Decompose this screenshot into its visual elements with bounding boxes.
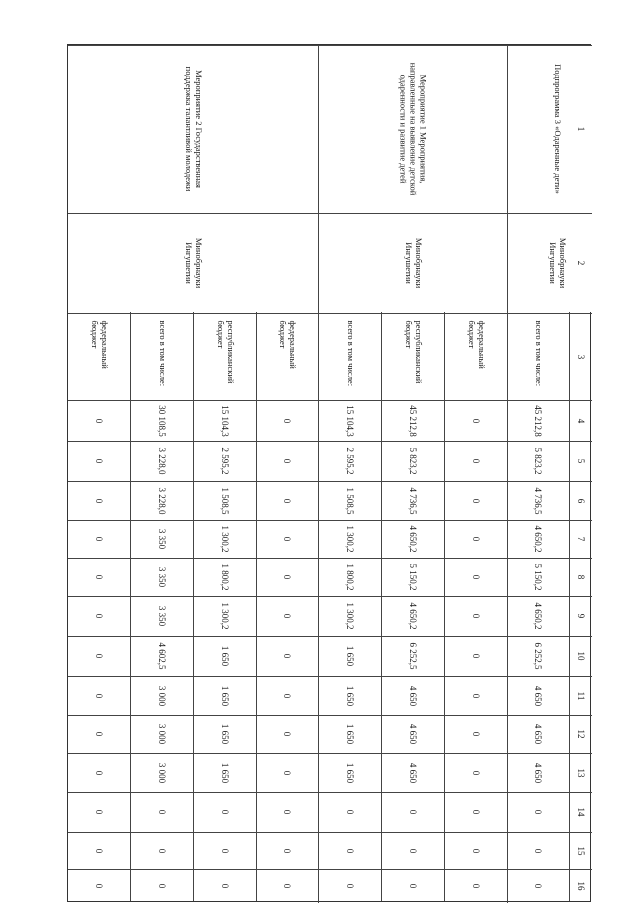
value-cell: 0	[470, 731, 481, 737]
value-cell: 0	[94, 693, 105, 698]
value-cell: 0	[94, 731, 105, 737]
row-divider	[68, 481, 592, 482]
value-cell: 0	[282, 848, 293, 853]
value-cell: 3 000	[156, 685, 167, 706]
value-cell: 0	[156, 848, 167, 853]
value-cell: 0	[470, 809, 481, 815]
column-number: 1	[575, 126, 586, 132]
column-number: 2	[575, 260, 586, 266]
row-divider	[68, 441, 592, 442]
column-number: 9	[575, 613, 586, 619]
section-executor: Минобрнауки Ингушетии	[184, 237, 204, 289]
value-cell: 0	[94, 809, 105, 815]
value-cell: 5 823,2	[407, 447, 418, 475]
value-cell: 0	[282, 418, 293, 423]
row-divider	[68, 520, 592, 521]
value-cell: 0	[344, 809, 355, 815]
row-label: республиканский бюджет	[403, 320, 424, 383]
section-name: Мероприятие 2 Государственная поддержка талантливой молодежи	[184, 66, 204, 192]
value-cell: 30 108,5	[156, 404, 167, 437]
value-cell: 0	[533, 883, 544, 889]
value-cell: 0	[156, 883, 167, 889]
value-cell: 4 650	[407, 723, 418, 745]
row-label: федеральный бюджет	[278, 320, 298, 369]
row-label: федеральный бюджет	[90, 320, 110, 369]
value-cell: 1 300,2	[344, 602, 355, 630]
column-number: 14	[575, 807, 586, 817]
column-number: 12	[575, 729, 586, 739]
column-number: 7	[575, 536, 586, 542]
section-executor: Минобрнауки Ингушетии	[548, 237, 568, 289]
column-number: 11	[575, 691, 586, 700]
row-label: всего в том числе:	[157, 320, 168, 386]
value-cell: 4 650	[533, 685, 544, 706]
column-number: 6	[575, 498, 586, 503]
value-cell: 0	[470, 458, 481, 464]
value-cell: 0	[533, 809, 544, 815]
value-cell: 0	[407, 809, 418, 815]
value-cell: 0	[282, 770, 293, 775]
row-divider	[68, 715, 592, 716]
value-cell: 0	[219, 848, 230, 853]
row-divider	[68, 213, 318, 214]
value-cell: 1 800,2	[344, 563, 355, 591]
value-cell: 45 212,8	[533, 404, 544, 437]
value-cell: 0	[470, 574, 481, 580]
value-cell: 0	[407, 848, 418, 853]
value-cell: 0	[470, 848, 481, 853]
value-cell: 0	[94, 574, 105, 580]
column-number: 13	[575, 768, 586, 777]
column-number: 4	[575, 418, 586, 423]
value-cell: 0	[94, 613, 105, 619]
value-cell: 0	[470, 883, 481, 889]
value-cell: 0	[470, 613, 481, 619]
column-number: 5	[575, 458, 586, 464]
value-cell: 1 650	[344, 645, 355, 667]
value-cell: 1 650	[219, 645, 230, 667]
value-cell: 0	[94, 770, 105, 775]
value-cell: 3 000	[156, 762, 167, 783]
value-cell: 0	[282, 731, 293, 737]
value-cell: 1 650	[219, 723, 230, 745]
value-cell: 15 104,3	[344, 404, 355, 437]
value-cell: 1 508,5	[344, 487, 355, 514]
section-name: Подпрограмма 3 «Одаренные дети»	[552, 64, 563, 194]
column-number: 10	[575, 651, 586, 661]
row-divider	[68, 792, 592, 793]
budget-table	[67, 44, 591, 902]
value-cell: 0	[470, 498, 481, 503]
value-cell: 3 350	[156, 566, 167, 588]
value-cell: 3 350	[156, 528, 167, 550]
value-cell: 0	[470, 653, 481, 659]
value-cell: 0	[156, 809, 167, 815]
row-label: республиканский бюджет	[215, 320, 236, 383]
row-label: федеральный бюджет	[466, 320, 487, 369]
value-cell: 0	[282, 883, 293, 889]
value-cell: 1 508,5	[219, 487, 230, 514]
value-cell: 1 650	[344, 685, 355, 706]
row-divider	[68, 596, 592, 597]
section-divider	[507, 45, 508, 903]
value-cell: 1 650	[344, 723, 355, 745]
row-divider	[68, 832, 592, 833]
value-cell: 4 650,2	[533, 525, 544, 553]
row-label: всего в том числе:	[533, 320, 544, 386]
column-number: 3	[575, 354, 586, 359]
value-cell: 0	[282, 653, 293, 659]
value-cell: 45 212,8	[407, 404, 418, 437]
value-cell: 3 350	[156, 605, 167, 627]
value-cell: 2 595,2	[344, 447, 355, 475]
value-cell: 0	[282, 498, 293, 503]
value-cell: 0	[94, 498, 105, 503]
value-cell: 4 650	[533, 723, 544, 745]
value-cell: 4 736,5	[533, 487, 544, 514]
row-label: всего в том числе:	[345, 320, 356, 386]
column-number: 15	[575, 846, 586, 855]
value-cell: 0	[470, 770, 481, 775]
value-cell: 4 650	[533, 762, 544, 783]
value-cell: 0	[282, 458, 293, 464]
value-cell: 1 300,2	[219, 602, 230, 630]
value-cell: 1 650	[219, 762, 230, 783]
value-cell: 0	[282, 613, 293, 619]
value-cell: 4 650,2	[533, 602, 544, 630]
value-cell: 4 650,2	[407, 525, 418, 553]
value-cell: 0	[94, 848, 105, 853]
value-cell: 0	[219, 809, 230, 815]
value-cell: 4 650,2	[407, 602, 418, 630]
row-divider	[68, 676, 592, 677]
value-cell: 0	[219, 883, 230, 889]
value-cell: 5 150,2	[533, 563, 544, 591]
row-divider	[68, 558, 592, 559]
value-cell: 0	[94, 536, 105, 542]
section-divider	[318, 45, 319, 903]
value-cell: 0	[344, 848, 355, 853]
value-cell: 4 650	[407, 685, 418, 706]
value-cell: 4 650	[407, 762, 418, 783]
value-cell: 0	[407, 883, 418, 889]
value-cell: 5 823,2	[533, 447, 544, 475]
section-executor: Минобрнауки Ингушетии	[403, 237, 424, 289]
value-cell: 4 602,5	[156, 642, 167, 670]
column-number: 8	[575, 574, 586, 580]
row-divider	[318, 213, 507, 214]
value-cell: 6 252,5	[533, 642, 544, 670]
value-cell: 0	[282, 574, 293, 580]
value-cell: 3 228,0	[156, 487, 167, 514]
value-cell: 3 000	[156, 723, 167, 745]
value-cell: 0	[282, 536, 293, 542]
value-cell: 3 228,0	[156, 447, 167, 475]
value-cell: 5 150,2	[407, 563, 418, 591]
value-cell: 0	[94, 883, 105, 889]
value-cell: 0	[470, 693, 481, 698]
section-name: Мероприятие 1 Мероприятия, направленные на выявление детской одаренности и развитие детей	[398, 62, 429, 196]
row-divider	[68, 869, 592, 870]
value-cell: 0	[94, 653, 105, 659]
value-cell: 0	[470, 536, 481, 542]
row-divider	[68, 636, 592, 637]
value-cell: 15 104,3	[219, 404, 230, 437]
value-cell: 1 650	[344, 762, 355, 783]
value-cell: 0	[470, 418, 481, 423]
value-cell: 1 800,2	[219, 563, 230, 591]
value-cell: 0	[344, 883, 355, 889]
value-cell: 0	[282, 693, 293, 698]
value-cell: 6 252,5	[407, 642, 418, 670]
value-cell: 1 300,2	[219, 525, 230, 553]
value-cell: 0	[94, 458, 105, 464]
value-cell: 0	[282, 809, 293, 815]
row-divider	[68, 753, 592, 754]
value-cell: 0	[94, 418, 105, 423]
row-divider	[68, 400, 592, 401]
value-cell: 0	[533, 848, 544, 853]
row-divider	[68, 313, 592, 314]
value-cell: 4 736,5	[407, 487, 418, 514]
value-cell: 2 595,2	[219, 447, 230, 475]
value-cell: 1 300,2	[344, 525, 355, 553]
column-number: 16	[575, 881, 586, 891]
value-cell: 1 650	[219, 685, 230, 706]
